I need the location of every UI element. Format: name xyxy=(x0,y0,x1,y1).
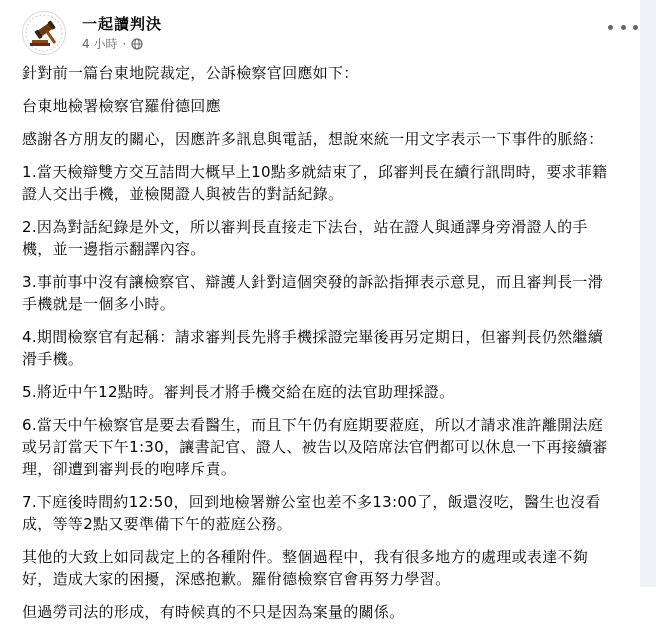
post-paragraph: 3.事前事中沒有讓檢察官、辯護人針對這個突發的訴訟指揮表示意見，而且審判長一滑手機就是一個多小時。 xyxy=(22,273,604,313)
more-options-icon[interactable] xyxy=(608,17,638,37)
post-paragraph: 7.下庭後時間約12:50，回到地檢署辦公室也差不多13:00了，飯還沒吃，醫生也沒看成，等等2點又要準備下午的蒞庭公務。 xyxy=(22,493,601,533)
post-paragraph: 但過勞司法的形成，有時候真的不只是因為案量的關係。 xyxy=(22,603,405,621)
post-paragraph: 4.期間檢察官有起稱：請求審判長先將手機採證完畢後再另定期日，但審判長仍然繼續滑手機。 xyxy=(22,328,604,368)
post-paragraph: 感謝各方朋友的關心，因應許多訊息與電話，想說來統一用文字表示一下事件的脈絡： xyxy=(22,130,604,148)
post-header xyxy=(22,11,582,55)
post-paragraph: 5.將近中午12點時。審判長才將手機交給在庭的法官助理採證。 xyxy=(22,383,455,401)
globe-icon xyxy=(131,38,143,50)
post-paragraph: 2.因為對話紀錄是外文，所以審判長直接走下法台，站在證人與通譯身旁滑證人的手機，並一邊指示翻譯內容。 xyxy=(22,218,588,258)
author-name[interactable]: 一起讀判決 xyxy=(82,15,163,33)
meta-separator: · xyxy=(122,36,127,51)
avatar[interactable] xyxy=(22,11,66,55)
post-paragraph: 其他的大致上如同裁定上的各種附件。整個過程中，我有很多地方的處理或表達不夠好，造成大家的困擾，深感抱歉。羅佾德檢察官會再努力學習。 xyxy=(22,548,589,588)
post-body xyxy=(22,62,618,634)
gavel-logo-icon xyxy=(23,12,65,54)
post-paragraph: 1.當天檢辯雙方交互詰問大概早上10點多就結束了，邱審判長在續行訊問時，要求菲籍證人交出手機，並檢閱證人與被告的對話紀錄。 xyxy=(22,163,608,203)
page-background-strip xyxy=(640,0,656,587)
post-meta xyxy=(82,35,143,52)
post-timestamp[interactable]: 4 小時 xyxy=(82,37,118,51)
post-paragraph: 6.當天中午檢察官是要去看醫生，而且下午仍有庭期要蒞庭，所以才請求准許離開法庭或另訂當天下午1:30，讓書記官、證人、被告以及陪席法官們都可以休息一下再接續審理，卻遭到審判長的咆哮斥責。 xyxy=(22,416,608,478)
post-paragraph: 台東地檢署檢察官羅佾德回應 xyxy=(22,97,221,115)
post-paragraph: 針對前一篇台東地院裁定，公訴檢察官回應如下： xyxy=(22,64,359,82)
